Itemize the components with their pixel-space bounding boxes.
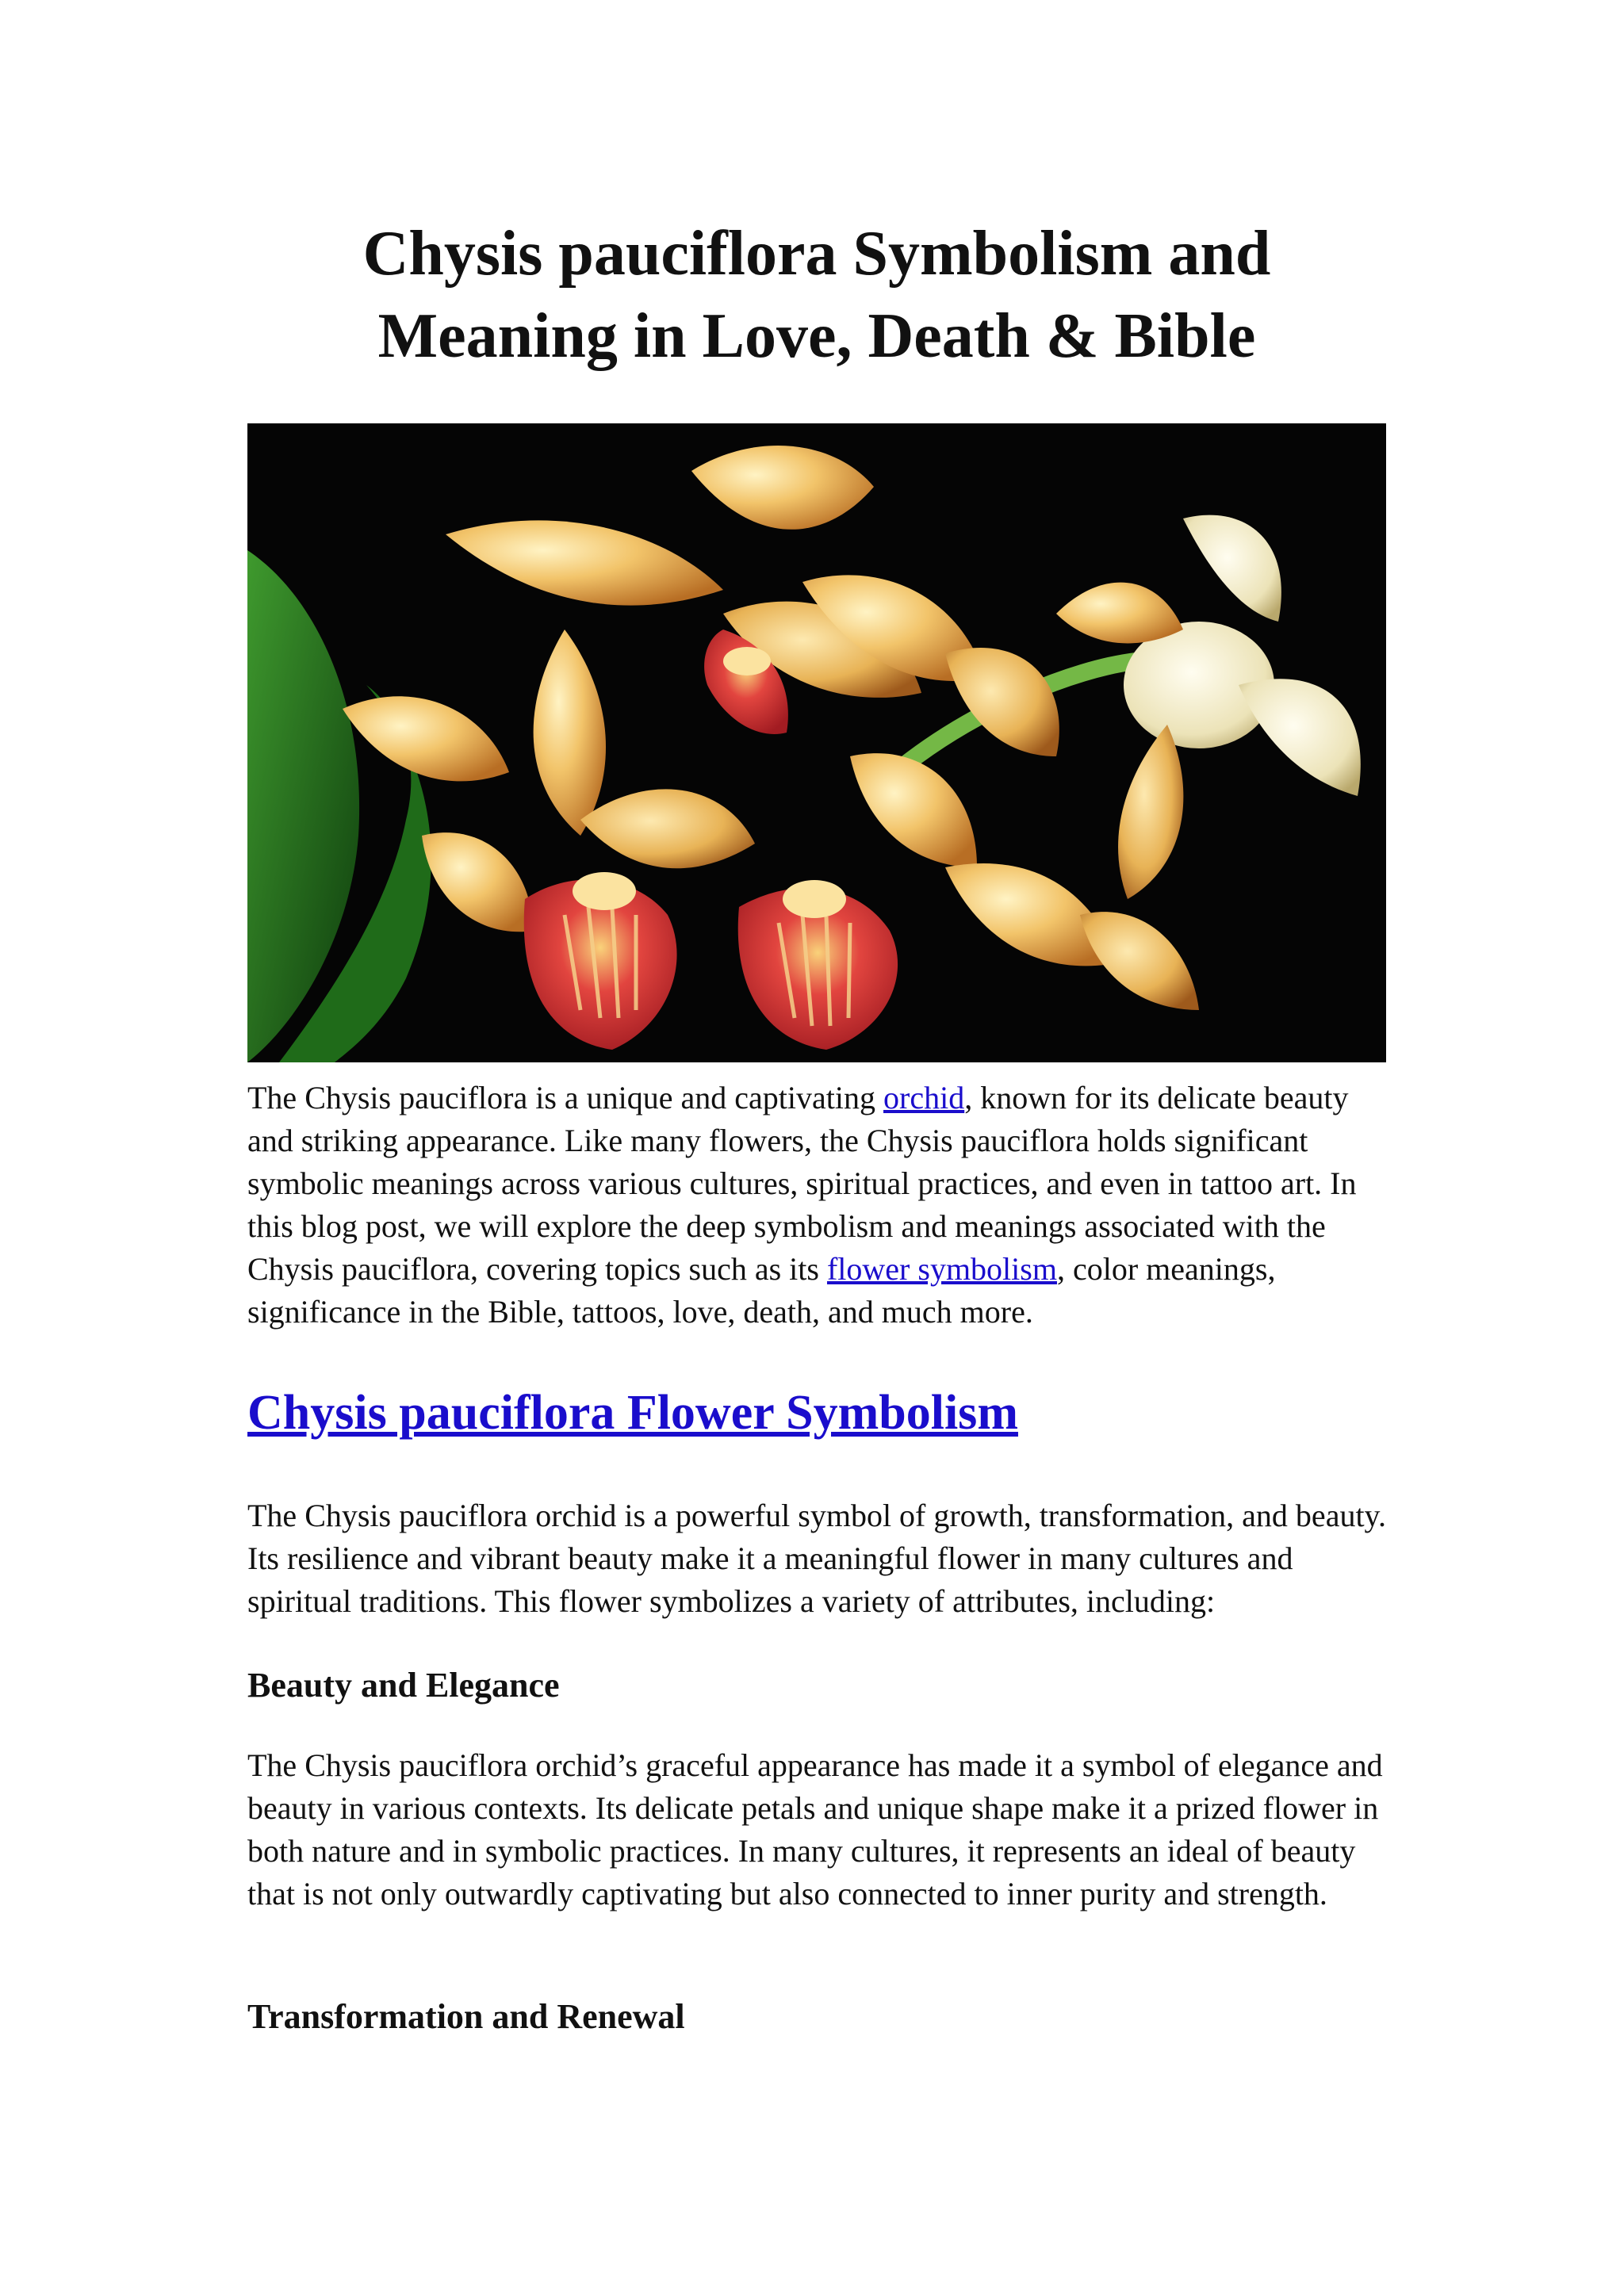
intro-text-1: The Chysis pauciflora is a unique and captivating [247, 1080, 884, 1115]
orchid-link[interactable]: orchid [883, 1080, 965, 1115]
section-intro-paragraph: The Chysis pauciflora orchid is a powerful symbol of growth, transformation, and beauty. Its resilience and vibrant beauty make it a meaningful flower in many cultures and spiritual traditions. This flower symbolizes a variety of attributes, including: [247, 1498, 1386, 1619]
intro-paragraph [247, 1077, 1386, 1334]
beauty-elegance-paragraph: The Chysis pauciflora orchid’s graceful appearance has made it a symbol of elegance and beauty in various contexts. Its delicate petals and unique shape make it a prized flower in both nature and in symbolic practices. In many cultures, it represents an ideal of beauty that is not only outwardly captivating but also connected to inner purity and strength. [247, 1747, 1383, 1911]
subheading-beauty-elegance: Beauty and Elegance [247, 1666, 560, 1705]
intro-text-2: , known for its delicate beauty and striking appearance. Like many flowers, the Chysis pauciflora holds significant symbolic meanings across various cultures, spiritual practices, and even in tattoo art. In this blog post, we will explore the deep symbolism and meanings associated with the Chysis pauciflora, covering topics such as its [247, 1080, 1357, 1287]
section-heading-link[interactable]: Chysis pauciflora Flower Symbolism [247, 1386, 1018, 1440]
article-title-line-2: Meaning in Love, Death & Bible [377, 301, 1256, 371]
orchid-photo [247, 423, 1386, 1062]
article-title [247, 212, 1386, 377]
flower-symbolism-link[interactable]: flower symbolism [826, 1251, 1057, 1287]
article-title-line-1: Chysis pauciflora Symbolism and [362, 219, 1271, 289]
intro-text-3: , color meanings, significance in the Bible, tattoos, love, death, and much more. [247, 1251, 1276, 1330]
orchid-illustration [247, 423, 1386, 1062]
subheading-transformation-renewal: Transformation and Renewal [247, 1997, 685, 2036]
